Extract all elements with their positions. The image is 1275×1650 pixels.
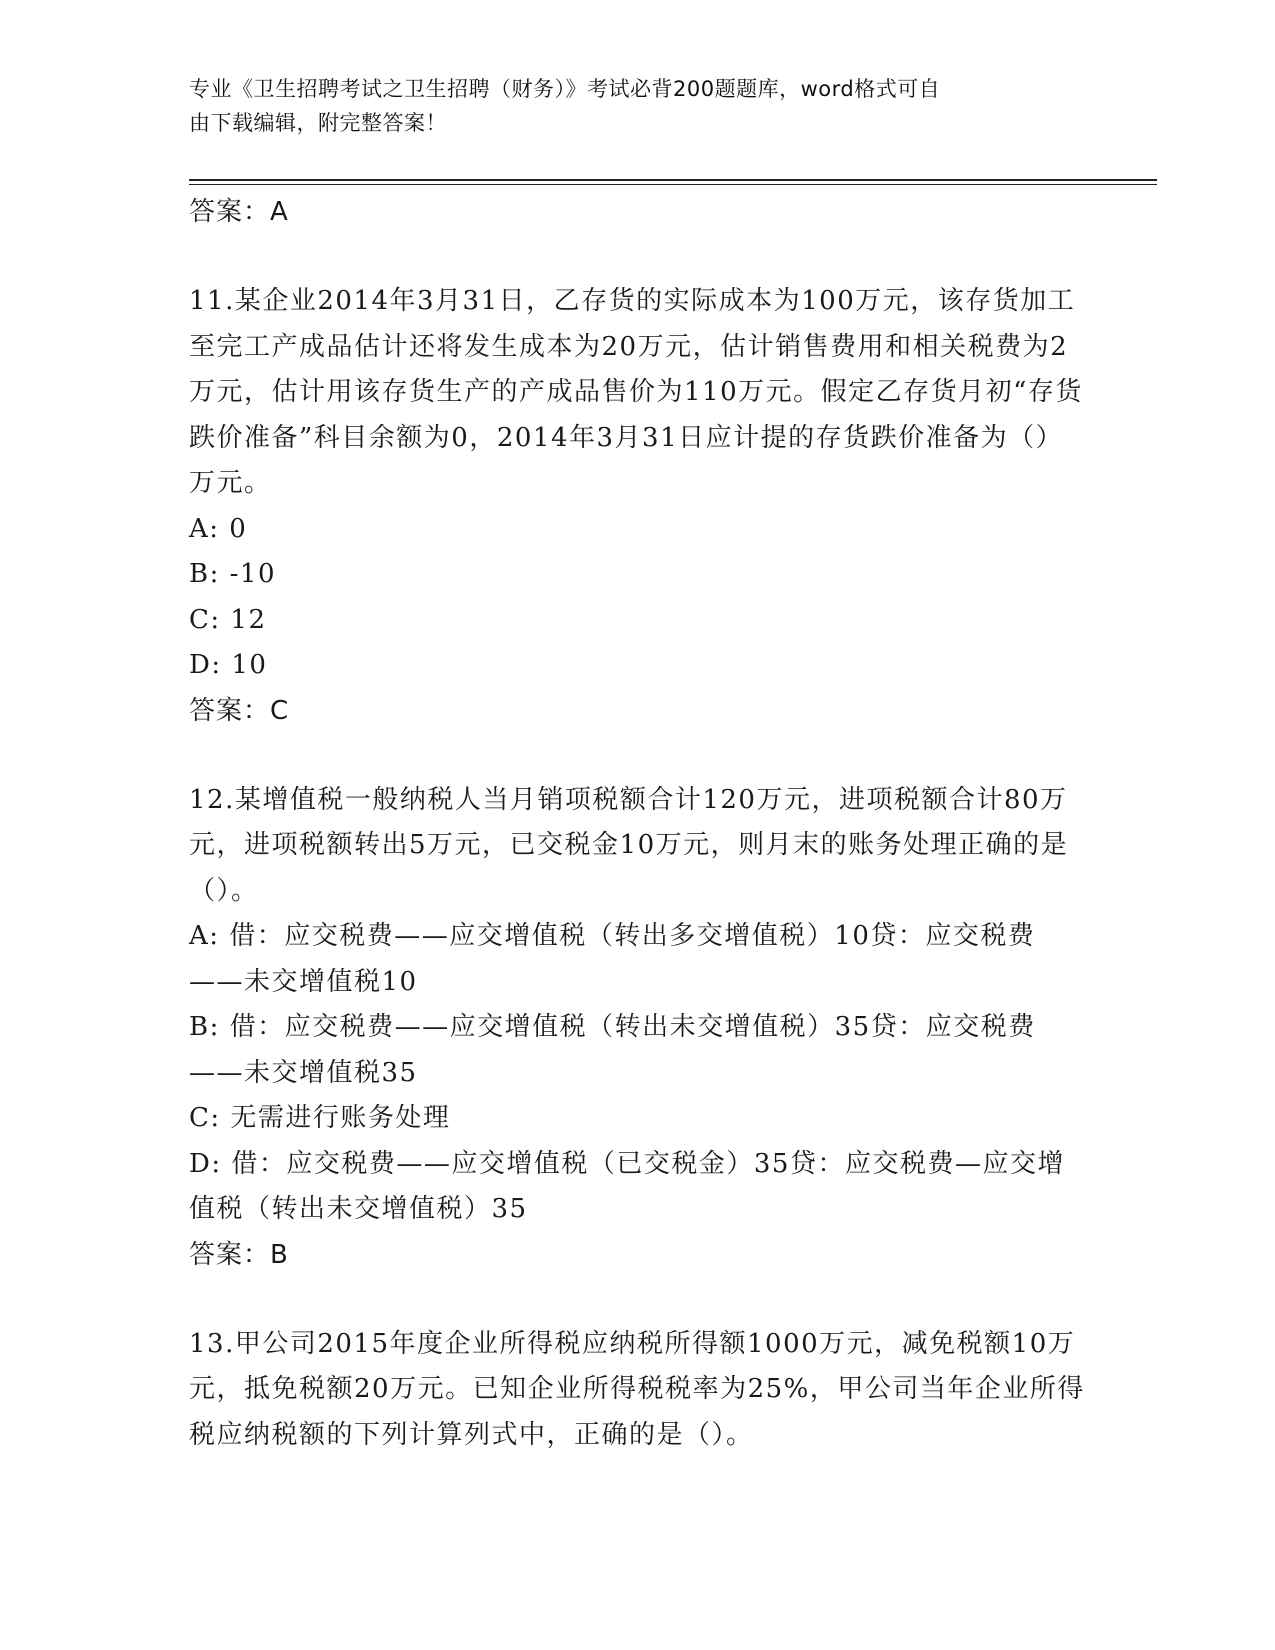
- question-12-answer: 答案：B: [189, 1239, 289, 1270]
- question-11-text: 11.某企业2014年3月31日，乙存货的实际成本为100万元，该存货加工至完工产成品估计还将发生成本为20万元，估计销售费用和相关税费为2万元，估计用该存货生产的产成品售价为110万元。假定乙存货月初“存货跌价准备”科目余额为0，2014年3月31日应计提的存货跌价准备为（）万元。: [189, 286, 1083, 498]
- question-12-option-b: B: 借：应交税费——应交增值税（转出未交增值税）35贷：应交税费——未交增值税35: [189, 1012, 1036, 1088]
- document-body: [189, 190, 1089, 1458]
- question-12-option-a: A: 借：应交税费——应交增值税（转出多交增值税）10贷：应交税费——未交增值税10: [189, 921, 1036, 997]
- question-12-option-d: D: 借：应交税费——应交增值税（已交税金）35贷：应交税费—应交增值税（转出未交增值税）35: [189, 1148, 1065, 1224]
- question-11-option-c: C: 12: [189, 604, 267, 635]
- question-12: [189, 778, 1089, 1278]
- document-header: [189, 72, 1069, 140]
- question-13-text: 13.甲公司2015年度企业所得税应纳税所得额1000万元，减免税额10万元，抵免税额20万元。已知企业所得税税率为25%，甲公司当年企业所得税应纳税额的下列计算列式中，正确的是（）。: [189, 1328, 1085, 1450]
- question-11: [189, 279, 1089, 734]
- spacer: [189, 235, 1089, 279]
- question-11-option-a: A: 0: [189, 513, 248, 544]
- question-11-option-d: D: 10: [189, 650, 268, 680]
- question-12-text: 12.某增值税一般纳税人当月销项税额合计120万元，进项税额合计80万元，进项税额转出5万元，已交税金10万元，则月末的账务处理正确的是（）。: [189, 784, 1069, 906]
- question-11-answer: 答案：C: [189, 695, 290, 726]
- header-line-2: 由下载编辑，附完整答案！: [189, 111, 447, 135]
- header-divider-thick: [189, 179, 1157, 181]
- header-divider-thin: [189, 184, 1157, 185]
- question-11-option-b: B: -10: [189, 559, 276, 589]
- header-line-1: 专业《卫生招聘考试之卫生招聘（财务）》考试必背200题题库，word格式可自: [189, 77, 941, 101]
- spacer: [189, 1278, 1089, 1322]
- previous-answer: 答案：A: [189, 197, 289, 227]
- question-12-option-c: C: 无需进行账务处理: [189, 1103, 451, 1133]
- question-13: [189, 1322, 1089, 1459]
- spacer: [189, 734, 1089, 778]
